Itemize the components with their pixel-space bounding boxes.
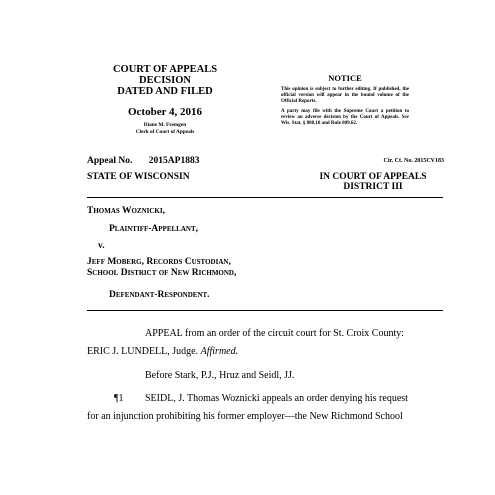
appeal-number: 2015AP1883 [148, 156, 200, 166]
court-title-line: COURT OF APPEALS [112, 64, 218, 75]
district-name: DISTRICT III [343, 182, 403, 192]
divider-top [87, 197, 443, 198]
appeal-label: Appeal No. [87, 156, 133, 166]
appeal-number-row [87, 156, 199, 166]
disposition: Affirmed. [200, 346, 239, 357]
plaintiff-role: Plaintiff-Appellant, [109, 224, 198, 234]
versus: v. [98, 241, 105, 251]
notice-see: See [401, 115, 410, 121]
decision-line: DECISION [139, 75, 191, 86]
notice-title: NOTICE [328, 73, 362, 83]
defendant-line-1: Jeff Moberg, Records Custodian, [87, 257, 231, 267]
appeal-line-2 [87, 346, 238, 358]
paragraph-1-line-1: SEIDL, J. Thomas Woznicki appeals an order denying his request [145, 393, 408, 404]
paragraph-marker: ¶1 [114, 393, 124, 404]
panel-line: Before Stark, P.J., Hruz and Seidl, JJ. [145, 370, 295, 381]
decision-date: October 4, 2016 [127, 106, 203, 118]
clerk-name: Diane M. Fremgen [143, 122, 187, 128]
defendant-line-2: School District of New Richmond, [87, 268, 237, 278]
dated-filed-line: DATED AND FILED [117, 86, 213, 97]
notice-citation: Wis. Stat. § 808.10 and Rule 809.62. [281, 120, 358, 126]
notice-box [281, 73, 409, 132]
appeal-line-1: APPEAL from an order of the circuit court for St. Croix County: [145, 328, 405, 339]
divider-bottom [87, 310, 443, 311]
state-name: STATE OF WISCONSIN [87, 172, 190, 182]
notice-paragraph-2 [281, 109, 409, 126]
court-header [95, 64, 235, 136]
court-name-block [298, 172, 448, 192]
paragraph-1-line-2: for an injunction prohibiting his former employer—the New Richmond School [87, 411, 403, 422]
clerk-title: Clerk of Court of Appeals [135, 129, 195, 135]
notice-paragraph-2-text: A party may file with the Supreme Court a petition to review an adverse decision by the Court of Appeals. [281, 109, 409, 121]
defendant-role: Defendant-Respondent. [109, 290, 210, 300]
plaintiff-name: Thomas Woznicki, [87, 206, 165, 216]
circuit-case-number: Cir. Ct. No. 2015CV183 [383, 158, 444, 164]
notice-paragraph-1: This opinion is subject to further editing. If published, the official version will appear in the bound volume of the Official Reports. [281, 87, 409, 104]
court-name: IN COURT OF APPEALS [319, 172, 427, 182]
judge-name: ERIC J. LUNDELL, Judge. [87, 346, 199, 357]
